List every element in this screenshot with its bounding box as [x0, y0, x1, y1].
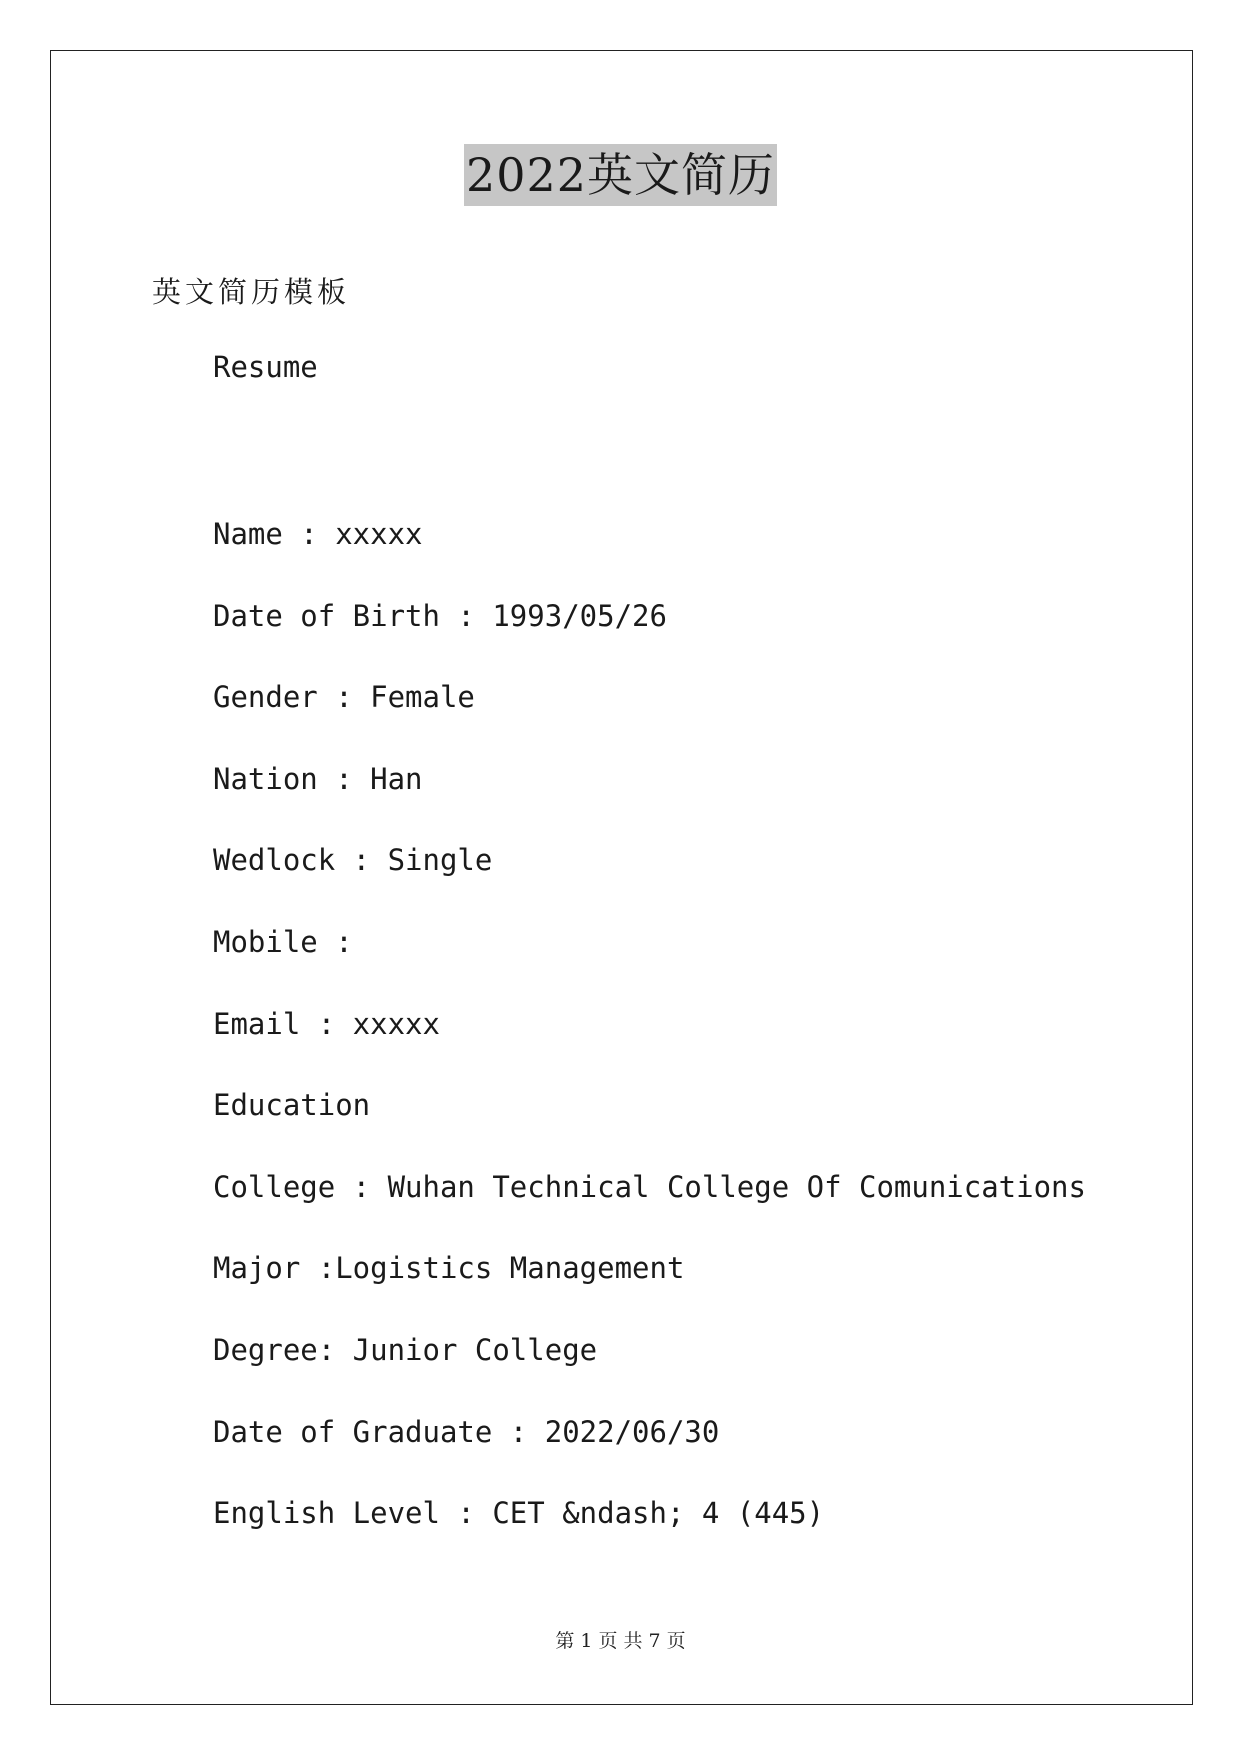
resume-line-education: Education: [213, 1088, 371, 1123]
document-title-text: 2022英文简历: [464, 144, 777, 206]
resume-line-name: Name : xxxxx: [213, 517, 423, 551]
page-footer: 第 1 页 共 7 页: [555, 1630, 686, 1652]
resume-line-wedlock: Wedlock : Single: [213, 843, 493, 878]
resume-line-english-level: English Level : CET &ndash; 4 (445): [213, 1496, 825, 1531]
resume-line-date-of-graduate: Date of Graduate : 2022/06/30: [213, 1414, 720, 1449]
resume-line-college: College : Wuhan Technical College Of Comunications: [213, 1169, 1086, 1204]
resume-line-gender: Gender : Female: [213, 680, 475, 715]
resume-line-date-of-birth: Date of Birth : 1993/05/26: [213, 598, 667, 633]
document-title: [0, 148, 1241, 202]
resume-heading: Resume: [213, 350, 318, 384]
resume-line-major: Major :Logistics Management: [213, 1251, 685, 1286]
resume-line-nation: Nation : Han: [213, 761, 423, 796]
resume-line-mobile: Mobile :: [213, 924, 353, 959]
resume-line-email: Email : xxxxx: [213, 1006, 440, 1041]
document-subtitle: 英文简历模板: [152, 275, 351, 309]
resume-line-degree: Degree: Junior College: [213, 1332, 598, 1367]
resume-lines: [213, 516, 1086, 1577]
